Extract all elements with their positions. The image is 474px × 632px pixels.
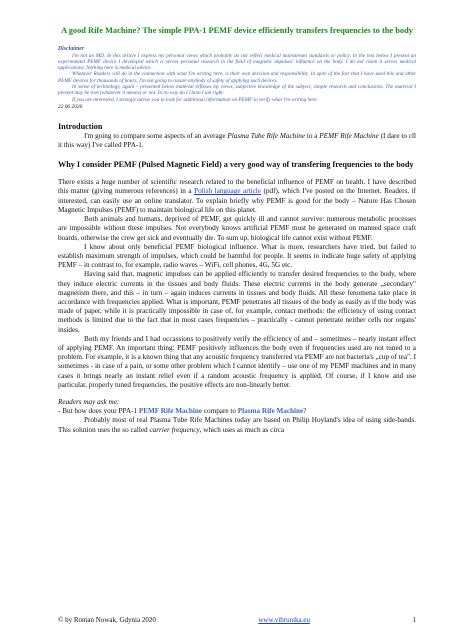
why-paragraph: Both my friends and I had occassions to positively verify the efficiency of and – sometimes – nearly instant effect of applying PEMF. An important thing: PEMF positively influences the body even if frequencies used are not tuned to a problem. For example, it is a known thing that any acoustic frequency transferred via PEMF are not bacteria's „cup of tea". I sometimes - in case of a pain, or some other problem which I cannot identify – use one of my PEMF machines and in many cases it brings nearly an instant relief even if a random acoustic frequency is applied. Of course, if I know and use particular, properly tuned frequencies, the positive effects are non-linearly better. bbox=[58, 334, 416, 389]
text-run: , which uses as much as circa bbox=[199, 425, 285, 434]
text-highlight: Plasma Rife Machine bbox=[237, 407, 304, 416]
disclaimer-paragraph: Whatever Readers will do in the connection with what I'm writing here, is their own decision and responsibility. In spite of the fact that I have used this and other PEMF devices for thousands of hours, I'm not going to assure anybody of safety of applying such devices. bbox=[58, 71, 416, 84]
intro-paragraph bbox=[58, 132, 416, 150]
text-emphasis: carrier frequency bbox=[149, 425, 200, 434]
disclaimer-paragraph: I'm not an MD. In this article I express my personal views which probably do not reflect medical mainstream standards or policy. In the text below I present an experimental PEMF device I developed which is serves personal research in the field of magnetic impulses' influence on the body. I do not claim it serves medical applications. Nothing here is medical advice. bbox=[58, 52, 416, 72]
why-heading: Why I consider PEMF (Pulsed Magnetic Field) a very good way of transfering frequencies to the body bbox=[58, 160, 414, 170]
text-highlight: PEMF Rife Machine bbox=[138, 407, 203, 416]
disclaimer-block bbox=[58, 46, 416, 110]
footer-author: © by Roman Nowak, Gdynia 2020 bbox=[58, 616, 156, 624]
document-date: 22 06 2020 bbox=[58, 103, 83, 110]
text-run: compare to bbox=[202, 407, 238, 416]
intro-heading: Introduction bbox=[58, 121, 103, 131]
document-title: A good Rife Machine? The simple PPA-1 PEMF device efficiently transfers frequencies to the body bbox=[61, 26, 413, 35]
text-run: to a bbox=[305, 131, 320, 140]
footer-page-number: 1 bbox=[412, 616, 416, 624]
text-emphasis: Plasma Tube Rife Machine bbox=[227, 131, 306, 140]
footer-site-link[interactable]: www.vibrunika.eu bbox=[258, 616, 311, 624]
text-run: ? bbox=[303, 407, 307, 416]
document-body bbox=[58, 122, 416, 435]
text-run: (pdf), which I've posted on the Internet. Readers, if interested, can easily use an online translator. To explain briefly why PEMF is good for the body – Nature Has Chosen Magnetic Impulses (PEMF) to maintain biological life on this planet. bbox=[58, 187, 416, 214]
asks-heading: Readers may ask me: bbox=[58, 397, 120, 406]
text-run: There exists a huge number of scientific research related to the beneficial influence of PEMF on health. I have described this matter (giving numerous references) in a bbox=[58, 178, 416, 196]
text-run: I'm going to compare some aspects of an average bbox=[84, 131, 228, 140]
text-run: - But how does your PPA-1 bbox=[58, 407, 139, 416]
why-paragraph: I know about only beneficial PEMF biological influence. What is more, researchers have tried, but failed to establish maximum strength of impulses, which could be harmful for people. It seems to indicate huge safety of applying PEMF – in contrast to, for example, radio waves – WiFi, cell phones, 4G, 5G etc. bbox=[58, 242, 416, 270]
disclaimer-heading: Disclaimer bbox=[58, 45, 85, 52]
asks-question bbox=[58, 407, 416, 416]
text-run: (I dare to cll it this way) I've called PPA-1. bbox=[58, 131, 416, 150]
text-run: Probably most of real Plasma Tube Rife Machines today are based on Philip Hoyland's idea of using side-bands. This solution uses the so called bbox=[58, 416, 416, 434]
page-footer bbox=[58, 616, 416, 624]
disclaimer-paragraph: If you are interested, I strongly advise you to look for additional information on PEMF to verify what I'm writing here. bbox=[72, 96, 318, 103]
why-paragraph bbox=[58, 178, 416, 215]
text-emphasis: PEMF Rife Machine bbox=[319, 131, 379, 140]
why-paragraph: Both animals and humans, deprived of PEMF, get quickly ill and cannot survive: numerous metabolic processes are impossible without these impulses. Not everybody knows artificial PEMF must be generated on manned space craft boards, otherwise the crew get sick and eventually die. To sum up, biological life cannot exist without PEMF. bbox=[58, 215, 416, 242]
asks-paragraph bbox=[58, 416, 416, 434]
disclaimer-paragraph: In sense of technology, again – presented below material reflexes my views, subjective knowledge of the subject, simple research and conclusions. The material I present may be true (whatever it means) or not. In no way do I claim I am right. bbox=[58, 83, 416, 97]
polish-article-link[interactable]: Polish language article bbox=[194, 187, 261, 196]
why-paragraph: Having said that, magnetic impulses can be applied efficiently to transfer desired frequencies to the body, where they induce electric currents in the tissues and body fluids. These electric currents in the body generate „secondary" magnetism there, and this – in turn – again induces currents in tissues and body fluids. All these fenomena take place in accordance with frequencies applied. What is important, PEMF penetrates all tissues of the body as easily as if the body was made of paper, while it is practically impossible in case of, for example, contact methods: the efficiency of using contact methods is limited due to the fact that in most cases frequencies – practically - cannot penetrate neither cells nor organs' insides. bbox=[58, 270, 416, 334]
